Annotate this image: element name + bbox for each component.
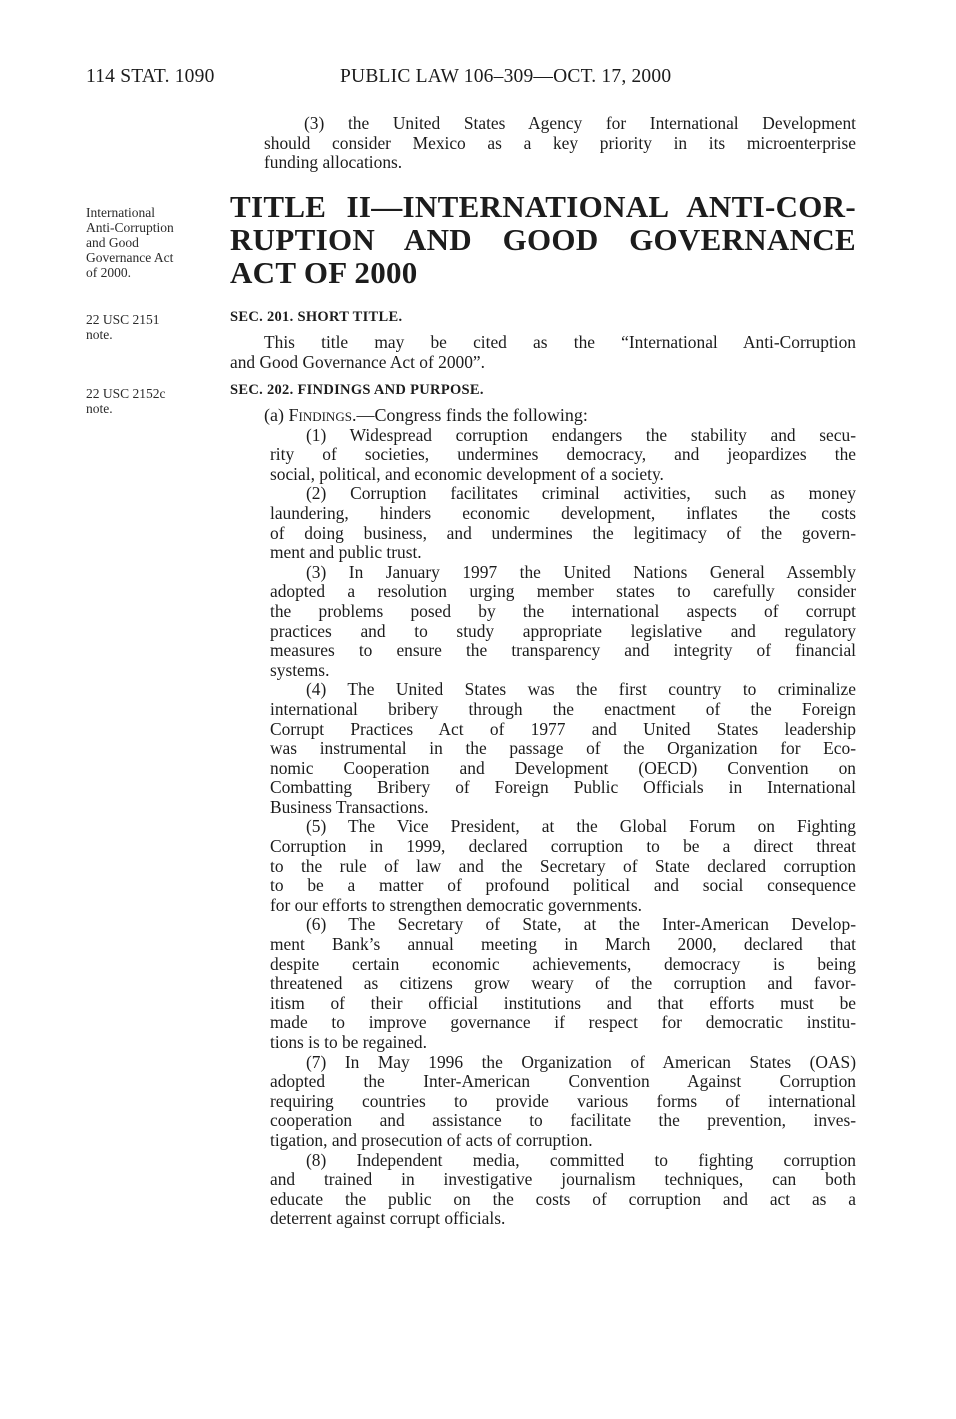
finding-line: (1) Widespread corruption endangers the stability and secu- [306, 425, 856, 445]
margin-note-line: note. [86, 401, 113, 416]
margin-note-usc-2151 [86, 312, 216, 342]
finding-line: made to improve governance if respect for democratic institu- [270, 1013, 856, 1033]
margin-note-line: International [86, 205, 155, 220]
title-line: TITLE II—INTERNATIONAL ANTI-COR- [230, 189, 856, 224]
section-201-line: and Good Governance Act of 2000”. [230, 352, 485, 372]
finding-line: measures to ensure the transparency and integrity of financial [270, 641, 856, 661]
finding-line: rity of societies, undermines democracy, and jeopardizes the [270, 445, 856, 465]
finding-line: the problems posed by the international aspects of corrupt [270, 601, 856, 621]
finding-item-8 [270, 1151, 856, 1229]
section-201-body [230, 333, 856, 372]
finding-item-7 [270, 1053, 856, 1151]
finding-line: social, political, and economic development of a society. [270, 464, 664, 484]
margin-note-line: of 2000. [86, 265, 131, 280]
finding-line: deterrent against corrupt officials. [270, 1209, 506, 1229]
finding-line: tigation, and prosecution of acts of corruption. [270, 1130, 593, 1150]
intro-line: (3) the United States Agency for International Development [304, 114, 856, 133]
finding-line: for our efforts to strengthen democratic governments. [270, 895, 643, 915]
finding-line: (2) Corruption facilitates criminal activities, such as money [306, 484, 856, 504]
margin-note-line: Governance Act [86, 250, 174, 265]
finding-line: (5) The Vice President, at the Global Forum on Fighting [306, 817, 856, 837]
finding-line: ment Bank’s annual meeting in March 2000, declared that [270, 935, 856, 955]
statute-page-number: 114 STAT. 1090 [86, 66, 215, 87]
finding-line: Corruption in 1999, declared corruption to be a direct threat [270, 837, 856, 857]
intro-paragraph [230, 114, 856, 173]
title-heading [230, 190, 856, 289]
findings-label: Findings [288, 405, 352, 425]
title-line: ACT OF 2000 [230, 255, 418, 290]
finding-line: despite certain economic achievements, democracy is being [270, 954, 856, 974]
finding-line: practices and to study appropriate legislative and regulatory [270, 621, 856, 641]
finding-line: threatened as citizens grow weary of the corruption and favor- [270, 974, 856, 994]
finding-line: (8) Independent media, committed to fighting corruption [306, 1150, 856, 1170]
finding-line: Corrupt Practices Act of 1977 and United States leadership [270, 719, 856, 739]
findings-suffix: .—Congress finds the following: [351, 405, 588, 425]
finding-line: adopted a resolution urging member states to carefully consider [270, 582, 856, 602]
finding-line: (4) The United States was the first country to criminalize [306, 680, 856, 700]
finding-line: (3) In January 1997 the United Nations General Assembly [306, 562, 856, 582]
finding-line: was instrumental in the passage of the Organization for Eco- [270, 739, 856, 759]
finding-line: adopted the Inter-American Convention Against Corruption [270, 1072, 856, 1092]
intro-line: funding allocations. [264, 153, 403, 173]
margin-note-line: and Good [86, 235, 139, 250]
section-202-body [230, 406, 856, 1229]
margin-note-line: Anti-Corruption [86, 220, 174, 235]
finding-line: of doing business, and undermines the legitimacy of the govern- [270, 523, 856, 543]
findings-heading [230, 406, 856, 426]
public-law-citation: PUBLIC LAW 106–309—OCT. 17, 2000 [340, 66, 672, 87]
finding-line: nomic Cooperation and Development (OECD) Convention on [270, 758, 856, 778]
finding-item-3 [270, 563, 856, 681]
finding-item-6 [270, 915, 856, 1052]
finding-line: Business Transactions. [270, 797, 429, 817]
finding-line: (7) In May 1996 the Organization of American States (OAS) [306, 1052, 856, 1072]
finding-line: educate the public on the costs of corruption and act as a [270, 1189, 856, 1209]
title-line: RUPTION AND GOOD GOVERNANCE [230, 222, 856, 257]
finding-line: international bribery through the enactment of the Foreign [270, 699, 856, 719]
finding-line: itism of their official institutions and that efforts must be [270, 993, 856, 1013]
section-201-heading: SEC. 201. SHORT TITLE. [230, 309, 403, 325]
finding-line: requiring countries to provide various forms of international [270, 1091, 856, 1111]
finding-line: tions is to be regained. [270, 1033, 427, 1052]
finding-line: cooperation and assistance to facilitate the prevention, inves- [270, 1111, 856, 1131]
section-201-line: This title may be cited as the “International Anti-Corruption [264, 333, 856, 352]
margin-note-act-name [86, 205, 216, 280]
intro-line: should consider Mexico as a key priority in its microenterprise [264, 133, 856, 153]
finding-item-2 [270, 484, 856, 562]
margin-note-usc-2152c [86, 386, 216, 416]
running-head [86, 66, 856, 92]
finding-line: ment and public trust. [270, 543, 422, 563]
finding-line: systems. [270, 660, 330, 680]
finding-line: (6) The Secretary of State, at the Inter-American Develop- [306, 915, 856, 935]
finding-line: to the rule of law and the Secretary of State declared corruption [270, 856, 856, 876]
section-202-heading: SEC. 202. FINDINGS AND PURPOSE. [230, 382, 484, 398]
finding-line: and trained in investigative journalism techniques, can both [270, 1170, 856, 1190]
finding-item-4 [270, 680, 856, 817]
margin-note-line: 22 USC 2152c [86, 386, 166, 401]
margin-note-line: note. [86, 327, 113, 342]
finding-line: Combatting Bribery of Foreign Public Officials in International [270, 778, 856, 798]
finding-item-5 [270, 817, 856, 915]
margin-note-line: 22 USC 2151 [86, 312, 160, 327]
finding-line: to be a matter of profound political and social consequence [270, 876, 856, 896]
findings-prefix: (a) [264, 405, 289, 425]
finding-item-1 [270, 426, 856, 485]
finding-line: laundering, hinders economic development, inflates the costs [270, 503, 856, 523]
